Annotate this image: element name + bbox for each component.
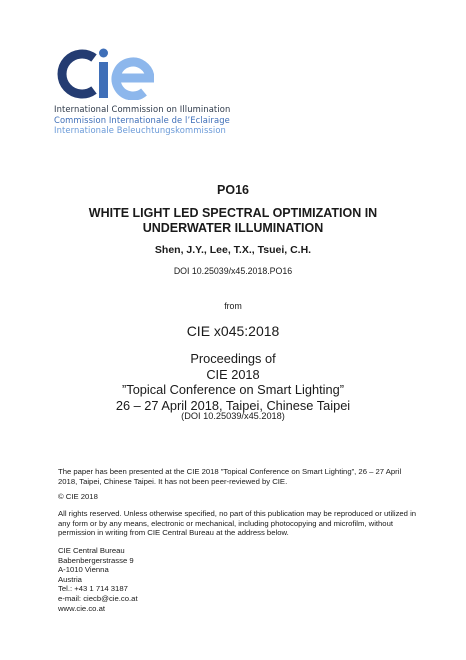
paper-title-line: WHITE LIGHT LED SPECTRAL OPTIMIZATION IN (88, 206, 378, 220)
rights-statement: All rights reserved. Unless otherwise specified, no part of this publication may be reproduced or utilized in any form or by any means, electronic or mechanical, including photocopying and microfilm, without permission in writing from CIE Central Bureau at the address below. (58, 509, 417, 538)
cie-logo (54, 48, 234, 136)
org-name-french: Commission Internationale de l’Eclairage (54, 114, 230, 125)
proceedings-line: ”Topical Conference on Smart Lighting” (122, 382, 344, 397)
cie-wordmark-logo (54, 48, 154, 100)
website-line: www.cie.co.at (58, 603, 105, 613)
proceedings-line: Proceedings of (190, 351, 276, 366)
address-line: CIE Central Bureau (58, 546, 125, 555)
proceedings-line: CIE 2018 (206, 366, 260, 382)
email-line: e-mail: ciecb@cie.co.at (58, 593, 138, 603)
paper-title (0, 206, 466, 236)
address-line: Austria (58, 574, 82, 584)
publication-number: CIE x045:2018 (186, 323, 280, 339)
proceedings-block (0, 351, 466, 413)
org-name-english: International Commission on Illumination (54, 104, 231, 114)
org-name-german: Internationale Beleuchtungskommission (54, 125, 226, 135)
organization-names (54, 104, 234, 136)
proceedings-line: 26 – 27 April 2018, Taipei, Chinese Taipei (115, 397, 351, 413)
address-line: Tel.: +43 1 714 3187 (58, 584, 128, 594)
copyright-line: © CIE 2018 (58, 492, 98, 501)
from-label: from (224, 301, 242, 311)
proceedings-doi: (DOI 10.25039/x45.2018) (181, 411, 285, 421)
central-bureau-address (58, 546, 418, 613)
address-line: Babenbergerstrasse 9 (58, 555, 134, 565)
paper-title-line: UNDERWATER ILLUMINATION (142, 221, 324, 235)
address-line: A-1010 Vienna (58, 565, 109, 575)
paper-authors: Shen, J.Y., Lee, T.X., Tsuei, C.H. (154, 244, 312, 256)
peer-review-notice: The paper has been presented at the CIE 2018 ”Topical Conference on Smart Lighting”, 26 – 27 April 2018, Taipei, Chinese Taipei. It has not been peer-reviewed by CIE. (58, 467, 402, 486)
paper-code: PO16 (217, 183, 249, 197)
paper-doi: DOI 10.25039/x45.2018.PO16 (173, 266, 293, 276)
